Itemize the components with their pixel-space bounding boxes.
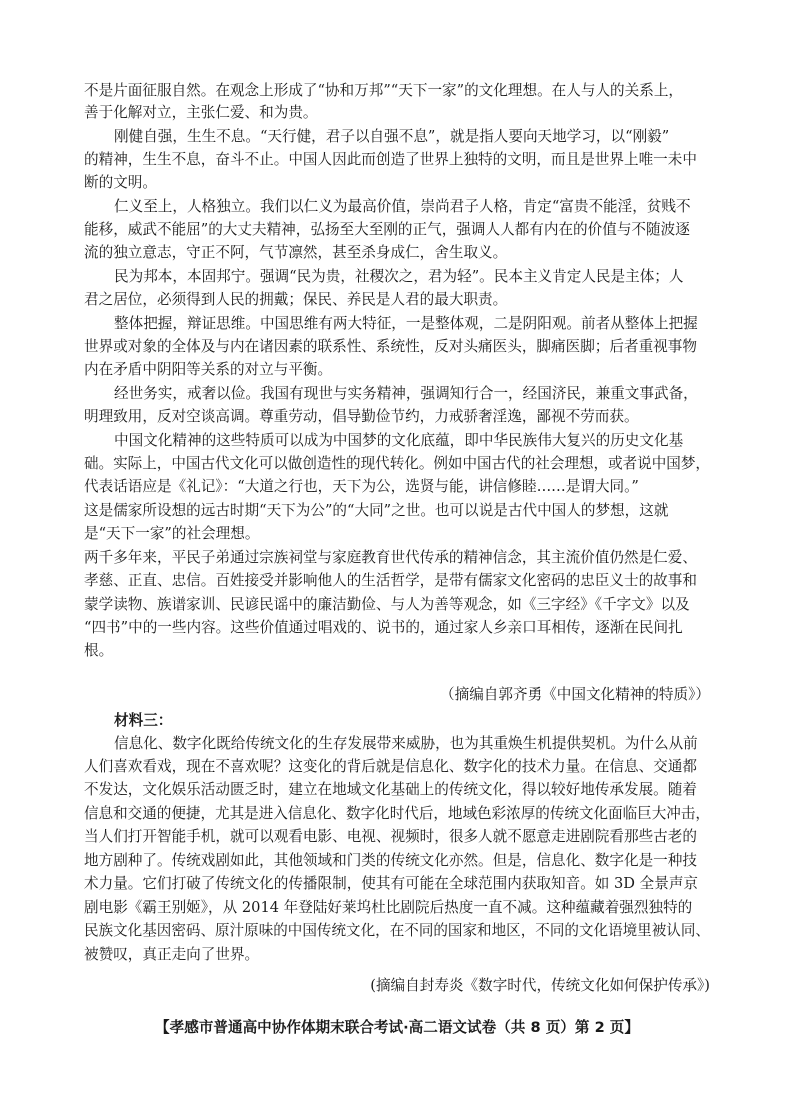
line-text: 民族文化基因密码、原汁原味的中国传统文化，在不同的国家和地区，不同的文化语境里被认同、 [84, 922, 710, 939]
line-text: 这是儒家所设想的远古时期“天下为公”的“大同”之世。也可以说是古代中国人的梦想，这就 [84, 502, 669, 519]
line-text: 仁义至上，人格独立。我们以仁义为最高价值，崇尚君子人格，肯定“富贵不能淫，贫贱不 [114, 198, 691, 215]
source-citation: (摘编自封寿炎《数字时代，传统文化如何保护传承》) [370, 977, 710, 994]
line-text: 代表话语应是《礼记》：“大道之行也，天下为公，选贤与能，讲信修睦……是谓大同。” [84, 478, 639, 495]
line-text: 被赞叹，真正走向了世界。 [84, 946, 260, 963]
text-line [0, 172, 794, 193]
line-text: 的精神，生生不息，奋斗不止。中国人因此而创造了世界上独特的文明，而且是世界上唯一未中 [84, 151, 697, 168]
text-line [0, 476, 794, 497]
text-line [0, 640, 794, 661]
text-line [0, 406, 794, 427]
text-line [0, 219, 794, 240]
text-line [0, 826, 794, 847]
text-line [0, 80, 794, 101]
line-text: 君之居位，必须得到人民的拥戴；保民、养民是人君的最大职责。 [84, 291, 508, 308]
section-heading: 材料三： [114, 712, 173, 729]
text-line [0, 873, 794, 894]
line-text: 地方剧种了。传统戏剧如此，其他领域和门类的传统文化亦然。但是，信息化、数字化是一种技 [84, 852, 697, 869]
text-line [0, 617, 794, 638]
text-line [0, 594, 794, 615]
text-line [0, 453, 794, 474]
text-line [0, 944, 794, 965]
line-text: 信息化、数字化既给传统文化的生存发展带来威胁，也为其重焕生机提供契机。为什么从前 [114, 735, 698, 752]
text-line [0, 803, 794, 824]
page-footer: 【孝感市普通高中协作体期末联合考试·高二语文试卷（共 8 页）第 2 页】 [155, 1019, 639, 1036]
line-text: 断的文明。 [84, 174, 157, 191]
line-text: 两千多年来，平民子弟通过宗族祠堂与家庭教育世代传承的精神信念，其主流价值仍然是仁爱、 [84, 549, 697, 566]
text-line [0, 570, 794, 591]
text-line [0, 779, 794, 800]
text-line [0, 359, 794, 380]
line-text: 善于化解对立，主张仁爱、和为贵。 [84, 104, 318, 121]
text-line [0, 430, 794, 451]
line-text: 不发达，文化娱乐活动匮乏时，建立在地域文化基础上的传统文化，得以较好地传承发展。随着 [84, 781, 697, 798]
line-text: 世界或对象的全体及与内在诸因素的联系性、系统性，反对头痛医头，脚痛医脚；后者重视事物 [84, 338, 697, 355]
line-text: 蒙学读物、族谱家训、民谚民谣中的廉洁勤俭、与人为善等观念，如《三字经》《千字文》以及 [84, 596, 690, 613]
line-text: 明理致用，反对空谈高调。尊重劳动，倡导勤俭节约，力戒骄奢淫逸，鄙视不劳而获。 [84, 408, 639, 425]
line-text: 础。实际上，中国古代文化可以做创造性的现代转化。例如中国古代的社会理想，或者说中国梦， [84, 455, 710, 472]
line-text: 内在矛盾中阴阳等关系的对立与平衡。 [84, 361, 333, 378]
line-text: 中国文化精神的这些特质可以成为中国梦的文化底蕴，即中华民族伟大复兴的历史文化基 [114, 432, 684, 449]
text-line [0, 289, 794, 310]
line-text: 术力量。它们打破了传统文化的传播限制，使其有可能在全球范围内获取知音。如 3D 全景声京 [84, 875, 699, 892]
text-line [0, 313, 794, 334]
text-line [0, 756, 794, 777]
text-line [0, 102, 794, 123]
text-line [0, 266, 794, 287]
text-line [0, 920, 794, 941]
text-line [0, 383, 794, 404]
text-line [0, 126, 794, 147]
text-line [0, 336, 794, 357]
line-text: 是“天下一家”的社会理想。 [84, 525, 260, 542]
text-line [0, 897, 794, 918]
line-text: 能移，威武不能屈”的大丈夫精神，弘扬至大至刚的正气，强调人人都有内在的价值与不随波逐 [84, 221, 690, 238]
line-text: 剧电影《霸王别姬》，从 2014 年登陆好莱坞杜比剧院后热度一直不减。这种蕴藏着强烈独特的 [84, 899, 693, 916]
text-line [0, 523, 794, 544]
text-line [0, 850, 794, 871]
line-text: 不是片面征服自然。在观念上形成了“协和万邦”“天下一家”的文化理想。在人与人的关系上， [84, 82, 684, 99]
line-text: 刚健自强，生生不息。“天行健，君子以自强不息”，就是指人要向天地学习，以“刚毅” [114, 128, 670, 145]
line-text: 信息和交通的便捷，尤其是进入信息化、数字化时代后，地域色彩浓厚的传统文化面临巨大冲击， [84, 805, 710, 822]
source-citation: （摘编自郭齐勇《中国文化精神的特质》） [440, 686, 710, 703]
text-line [0, 547, 794, 568]
text-line [0, 733, 794, 754]
line-text: 人们喜欢看戏，现在不喜欢呢？这变化的背后就是信息化、数字化的技术力量。在信息、交通都 [84, 758, 697, 775]
text-line [0, 242, 794, 263]
line-text: 根。 [84, 642, 114, 659]
line-text: 流的独立意志，守正不阿，气节凛然，甚至杀身成仁，舍生取义。 [84, 244, 508, 261]
text-line [0, 196, 794, 217]
line-text: 经世务实，戒奢以俭。我国有现世与实务精神，强调知行合一，经国济民，兼重文事武备， [114, 385, 698, 402]
line-text: 整体把握，辩证思维。中国思维有两大特征，一是整体观，二是阴阳观。前者从整体上把握 [114, 315, 698, 332]
text-line [0, 500, 794, 521]
text-line [0, 149, 794, 170]
line-text: 民为邦本，本固邦宁。强调“民为贵，社稷次之，君为轻”。民本主义肯定人民是主体；人 [114, 268, 684, 285]
line-text: 当人们打开智能手机，就可以观看电影、电视、视频时，很多人就不愿意走进剧院看那些古老的 [84, 828, 697, 845]
line-text: “四书”中的一些内容。这些价值通过唱戏的、说书的，通过家人乡亲口耳相传，逐渐在民间扎 [84, 619, 683, 636]
line-text: 孝慈、正直、忠信。百姓接受并影响他人的生活哲学，是带有儒家文化密码的忠臣义士的故事和 [84, 572, 697, 589]
